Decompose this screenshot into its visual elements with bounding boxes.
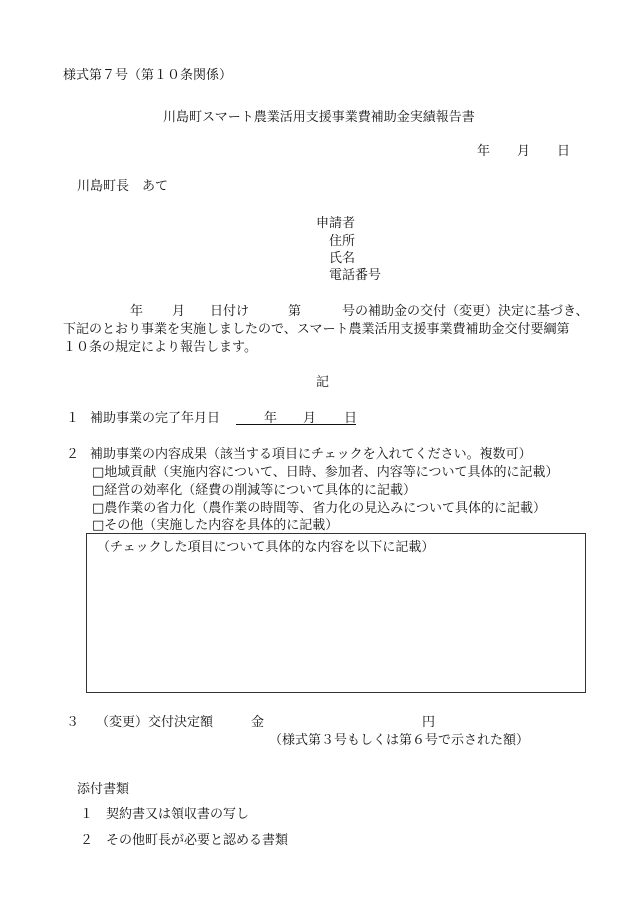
item3-kin: 金	[251, 715, 265, 730]
checkbox-labor-saving[interactable]: □農作業の省力化（農作業の時間等、省力化の見込みについて具体的に記載）	[92, 501, 547, 516]
date-year: 年	[477, 144, 491, 159]
checkbox-management-efficiency[interactable]: □経営の効率化（経費の削減等について具体的に記載）	[92, 483, 417, 498]
item2-label: 補助事業の内容成果（該当する項目にチェックを入れてください。複数可）	[90, 447, 532, 462]
applicant-name: 氏名	[329, 251, 356, 266]
addressee: 川島町長 あて	[77, 179, 169, 194]
item3-label: （変更）交付決定額	[96, 715, 214, 730]
completion-date-underline	[236, 424, 356, 425]
body-line2: 下記のとおり事業を実施しましたので、スマート農業活用支援事業費補助金交付要綱第	[63, 322, 570, 337]
item1-month: 月	[303, 411, 317, 426]
body-no: 第	[288, 304, 302, 319]
ki-heading: 記	[316, 375, 330, 390]
body-year: 年	[130, 304, 144, 319]
item2-number: ２	[66, 447, 80, 462]
item1-label: 補助事業の完了年月日	[90, 411, 221, 426]
body-line1-rest: 号の補助金の交付（変更）決定に基づき、	[342, 304, 589, 319]
attachments-heading: 添付書類	[77, 782, 130, 797]
item3-yen: 円	[422, 715, 436, 730]
document-title: 川島町スマート農業活用支援事業費補助金実績報告書	[163, 110, 475, 125]
applicant-phone: 電話番号	[329, 268, 382, 283]
form-number: 様式第７号（第１０条関係）	[63, 68, 233, 83]
date-month: 月	[517, 144, 531, 159]
body-month: 月	[172, 304, 186, 319]
checkbox-other[interactable]: □その他（実施した内容を具体的に記載）	[92, 518, 339, 533]
body-line3: １０条の規定により報告します。	[63, 340, 257, 355]
attachment-item: １ 契約書又は領収書の写し	[80, 807, 250, 822]
item3-number: ３	[66, 715, 80, 730]
item1-day: 日	[344, 411, 358, 426]
item1-year: 年	[264, 411, 278, 426]
checkbox-regional-contribution[interactable]: □地域貢献（実施内容について、日時、参加者、内容等について具体的に記載）	[92, 465, 559, 480]
body-dated: 日付け	[210, 304, 250, 319]
details-text-box[interactable]	[86, 533, 586, 693]
attachment-item: ２ その他町長が必要と認める書類	[80, 833, 289, 848]
applicant-label: 申請者	[316, 216, 356, 231]
applicant-address: 住所	[329, 234, 356, 249]
item3-note: （様式第３号もしくは第６号で示された額）	[269, 733, 530, 748]
item1-number: １	[66, 411, 80, 426]
details-box-instruction: （チェックした項目について具体的な内容を以下に記載）	[97, 540, 435, 555]
date-day: 日	[557, 144, 571, 159]
